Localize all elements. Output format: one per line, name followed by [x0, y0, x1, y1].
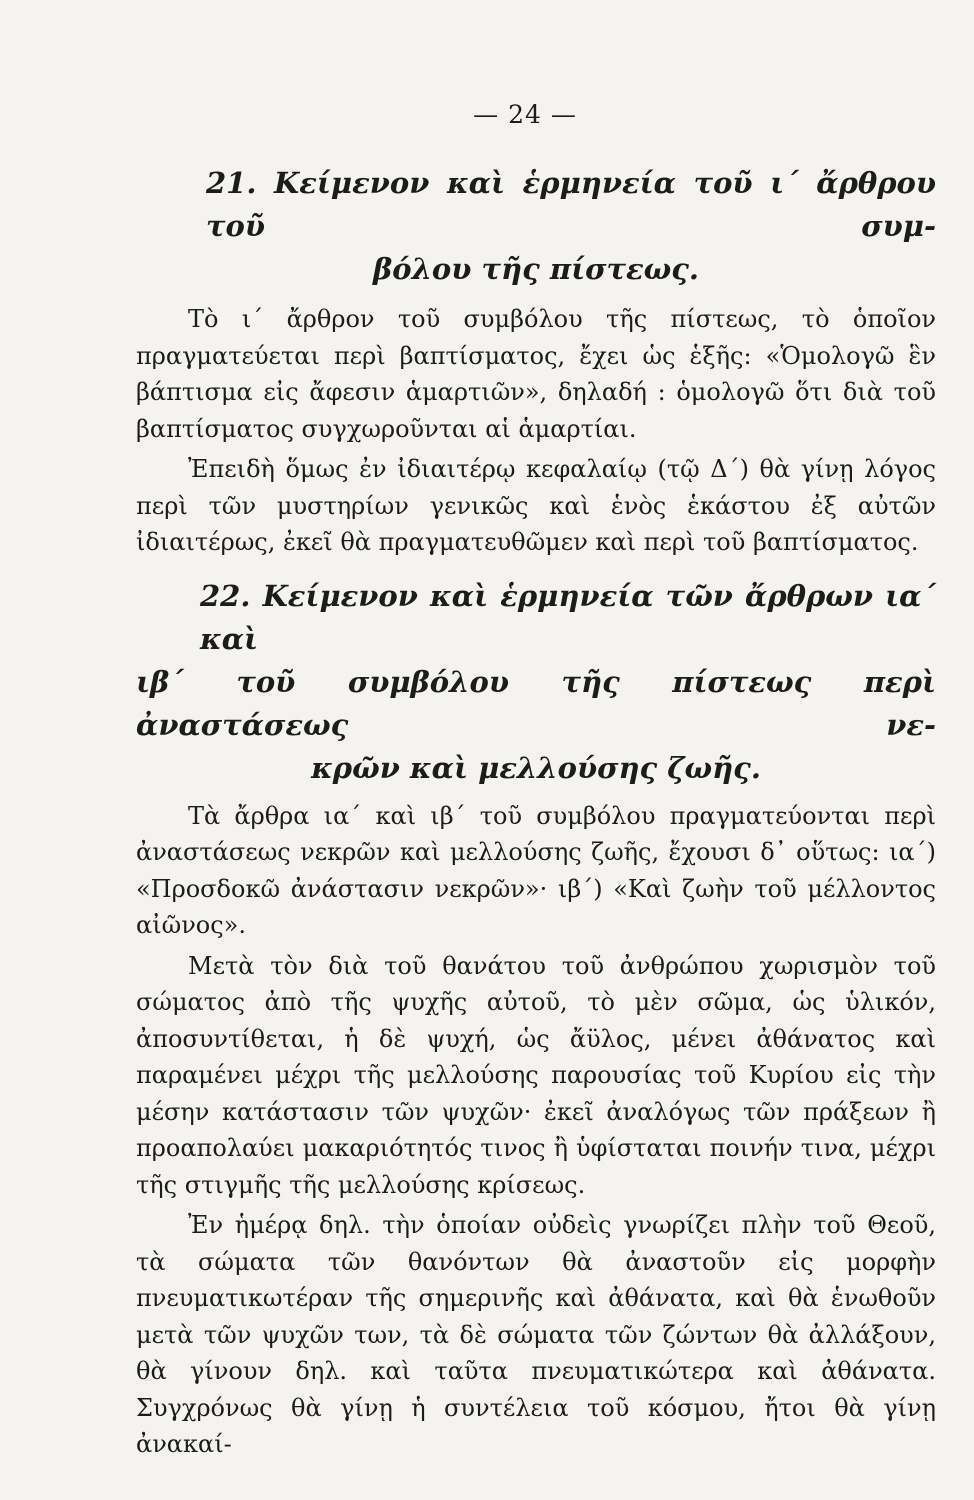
- section-21-heading-line1: 21. Κείμενον καὶ ἑρμηνεία τοῦ ι΄ ἄρθρου τοῦ συμ-: [206, 166, 936, 243]
- page-number: — 24 —: [473, 100, 577, 129]
- section-22-paragraph-3: Ἐν ἡμέρᾳ δηλ. τὴν ὁποίαν οὐδεὶς γνωρίζει πλὴν τοῦ Θεοῦ, τὰ σώματα τῶν θανόντων θὰ ἀναστοῦν εἰς μορφὴν πνευματικωτέραν τῆς σημερινῆς καὶ ἀθάνατα, καὶ θὰ ἑνωθοῦν μετὰ τῶν ψυχῶν των, τὰ δὲ σώματα τῶν ζώντων θὰ ἀλλάξουν, θὰ γίνουν δηλ. καὶ ταῦτα πνευματικώτερα καὶ ἀθάνατα. Συγχρόνως θὰ γίνῃ ἡ συντέλεια τοῦ κόσμου, ἤτοι θὰ γίνῃ ἀνακαί-: [136, 1211, 936, 1458]
- page-content: [136, 162, 936, 1463]
- section-22-paragraph-2: Μετὰ τὸν διὰ τοῦ θανάτου τοῦ ἀνθρώπου χωρισμὸν τοῦ σώματος ἀπὸ τῆς ψυχῆς αὐτοῦ, τὸ μὲν σῶμα, ὡς ὑλικόν, ἀποσυντίθεται, ἡ δὲ ψυχή, ὡς ἄϋλος, μένει ἀθάνατος καὶ παραμένει μέχρι τῆς μελλούσης παρουσίας τοῦ Κυρίου εἰς τὴν μέσην κατάστασιν τῶν ψυχῶν· ἐκεῖ ἀναλόγως τῶν πράξεων ἢ προαπολαύει μακαριότητός τινος ἢ ὑφίσταται ποινήν τινα, μέχρι τῆς στιγμῆς τῆς μελλούσης κρίσεως.: [136, 951, 936, 1199]
- section-22-paragraph-1: Τὰ ἄρθρα ια΄ καὶ ιβ΄ τοῦ συμβόλου πραγματεύονται περὶ ἀναστάσεως νεκρῶν καὶ μελλούσης ζωῆς, ἔχουσι δ᾽ οὕτως: ια΄) «Προσδοκῶ ἀνάστασιν νεκρῶν»· ιβ΄) «Καὶ ζωὴν τοῦ μέλλοντος αἰῶνος».: [136, 801, 936, 939]
- section-21-heading: [136, 162, 936, 291]
- section-22-heading-line1: 22. Κείμενον καὶ ἑρμηνεία τῶν ἄρθρων ια΄ καὶ: [200, 578, 936, 656]
- section-21-heading-line2: βόλου τῆς πίστεως.: [373, 252, 699, 286]
- section-22-heading-line2: ιβ΄ τοῦ συμβόλου τῆς πίστεως περὶ ἀναστάσεως νε-: [136, 664, 936, 742]
- section-22-heading: [136, 575, 936, 790]
- section-22-heading-line3: κρῶν καὶ μελλούσης ζωῆς.: [311, 750, 761, 785]
- section-21-paragraph-2: Ἐπειδὴ ὅμως ἐν ἰδιαιτέρῳ κεφαλαίῳ (τῷ Δ΄) θὰ γίνῃ λόγος περὶ τῶν μυστηρίων γενικῶς καὶ ἑνὸς ἑκάστου ἐξ αὐτῶν ἰδιαιτέρως, ἐκεῖ θὰ πραγματευθῶμεν καὶ περὶ τοῦ βαπτίσματος.: [136, 455, 936, 556]
- section-21-paragraph-1: Τὸ ι΄ ἄρθρον τοῦ συμβόλου τῆς πίστεως, τὸ ὁποῖον πραγματεύεται περὶ βαπτίσματος, ἔχει ὡς ἑξῆς: «Ὁμολογῶ ἓν βάπτισμα εἰς ἄφεσιν ἁμαρτιῶν», δηλαδή : ὁμολογῶ ὅτι διὰ τοῦ βαπτίσματος συγχωροῦνται αἱ ἁμαρτίαι.: [136, 305, 936, 443]
